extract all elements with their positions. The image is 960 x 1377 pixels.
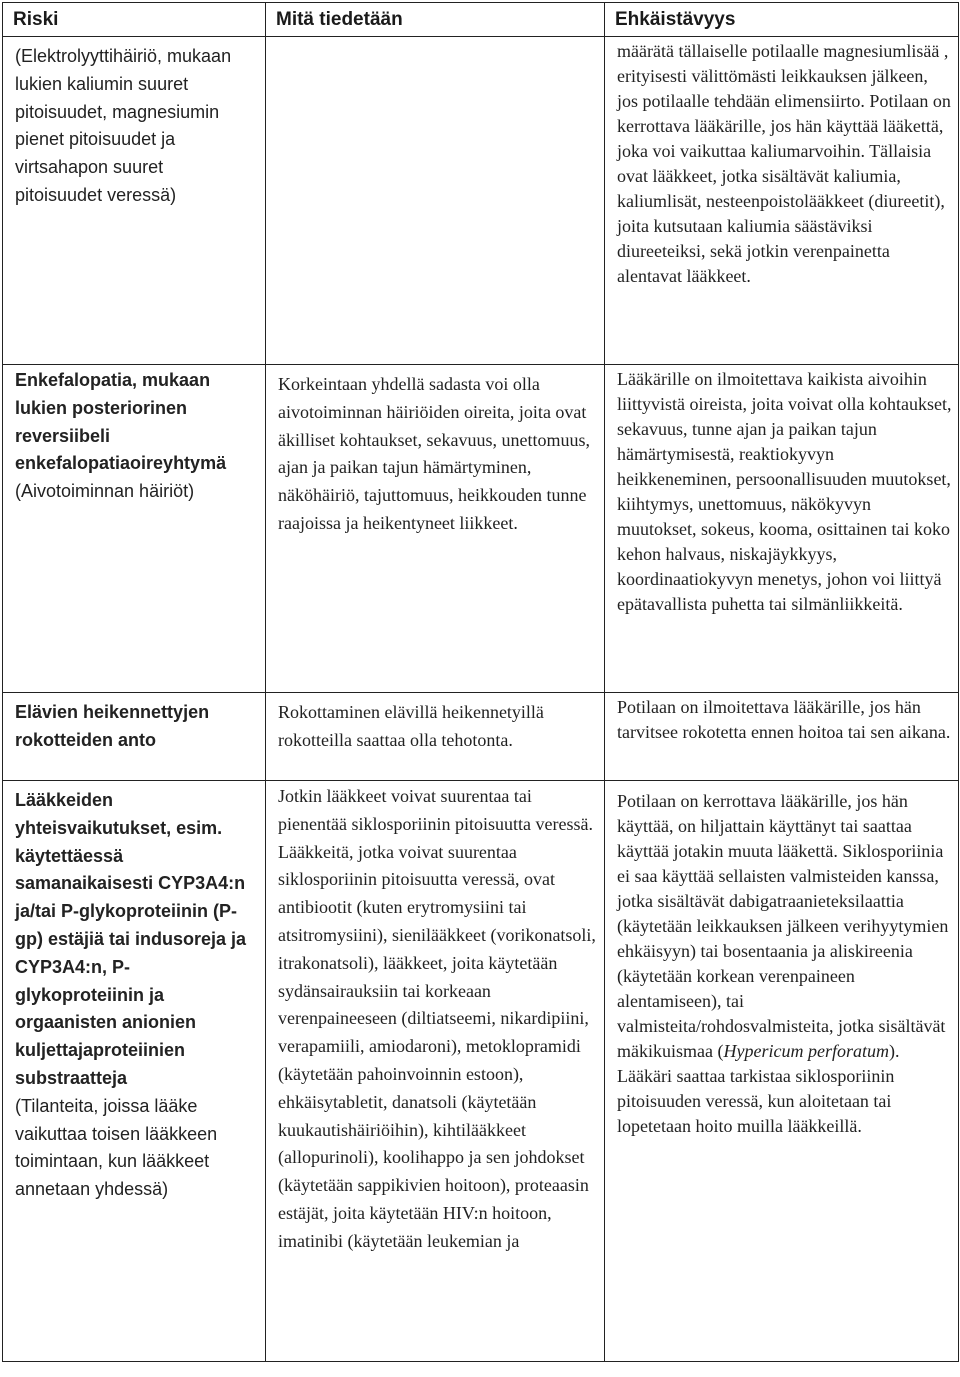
header-risk: Riski <box>3 3 266 37</box>
prevention-cell <box>605 693 959 781</box>
prevention-text: Lääkärille on ilmoitettava kaikista aivoihin liittyvistä oireista, joita voivat olla kohtaukset, sekavuus, tunne ajan ja paikan tajun hämärtymisestä, reaktiokyvyn heikkeneminen, persoonallisuuden muutokset, kiihtymys, unettomuus, näkökyvyn muutokset, sokeus, kooma, osittainen tai koko kehon halvaus, niskajäykkyys, koordinaatiokyvyn menetys, johon voi liittyä epätavallista puhetta tai silmänliikkeitä. <box>617 369 952 614</box>
prevention-cell <box>605 365 959 693</box>
table-row <box>3 37 959 365</box>
table-row <box>3 781 959 1362</box>
risk-title: Lääkkeiden yhteisvaikutukset, esim. käytettäessä samanaikaisesti CYP3A4:n ja/tai P-glykoproteiinin (P-gp) estäjiä tai indusoreja ja CYP3A4:n, P-glykoproteiinin ja orgaanisten anionien kuljettajaproteiinien substraatteja <box>15 790 247 1088</box>
risk-description: (Elektrolyyttihäiriö, mukaan lukien kaliumin suuret pitoisuudet, magnesiumin pienet pitoisuudet ja virtsahapon suuret pitoisuudet veressä) <box>15 46 232 205</box>
known-text: Jotkin lääkkeet voivat suurentaa tai pienentää siklosporiinin pitoisuutta veressä. Lääkkeitä, jotka voivat suurentaa siklosporiinin pitoisuutta veressä, ovat antibiootit (kuten erytromysiini tai atsitromysiini), sienilääkkeet (vorikonatsoli, itrakonatsoli), lääkkeet, joita käytetään sydänsairauksiin tai korkeaan verenpaineeseen (diltiatseemi, nikardipiini, verapamiili, amiodaroni), metoklopramidi (käytetään pahoinvoinnin estoon), ehkäisytabletit, danatsoli (käytetään kuukautishäiriöihin), kihtilääkkeet (allopurinoli), koolihappo ja sen johdokset (käytetään sappikivien hoitoon), proteaasin estäjät, joita käytetään HIV:n hoitoon, imatinibi (käytetään leukemian ja <box>278 786 596 1251</box>
table-row <box>3 693 959 781</box>
known-text: Korkeintaan yhdellä sadasta voi olla aivotoiminnan häiriöiden oireita, joita ovat äkilliset kohtaukset, sekavuus, unettomuus, ajan ja paikan tajun hämärtyminen, näköhäiriö, tajuttomuus, heikkouden tunne raajoissa ja heikentyneet liikkeet. <box>278 374 590 533</box>
table-header-row <box>3 3 959 37</box>
prevention-italic-text: Hypericum perforatum <box>723 1041 889 1061</box>
risk-cell <box>3 781 266 1362</box>
prevention-text: Potilaan on ilmoitettava lääkärille, jos hän tarvitsee rokotetta ennen hoitoa tai sen aikana. <box>617 697 951 742</box>
risk-cell <box>3 37 266 365</box>
risk-cell <box>3 365 266 693</box>
known-cell <box>266 37 605 365</box>
known-cell <box>266 365 605 693</box>
table-row <box>3 365 959 693</box>
risk-title: Elävien heikennettyjen rokotteiden anto <box>15 702 210 750</box>
header-known: Mitä tiedetään <box>266 3 605 37</box>
prevention-cell <box>605 37 959 365</box>
risk-description: (Aivotoiminnan häiriöt) <box>15 481 195 502</box>
risk-cell <box>3 693 266 781</box>
prevention-text: Potilaan on kerrottava lääkärille, jos hän käyttää, on hiljattain käyttänyt tai saattaa käyttää jotakin muuta lääkettä. Siklosporiinia ei saa käyttää sellaisten valmisteiden kanssa, jotka sisältävät dabigatraanieteksilaattia (käytetään leikkauksen jälkeen verihyytymien ehkäisyyn) tai bosentaania ja aliskireenia (käytetään korkean verenpaineen alentamiseen), tai valmisteita/rohdosvalmisteita, jotka sisältävät mäkikuismaa ( <box>617 791 949 1061</box>
prevention-text: määrätä tällaiselle potilaalle magnesiumlisää , erityisesti välittömästi leikkauksen jälkeen, jos potilaalle tehdään elimensiirto. Potilaan on kerrottava lääkärille, jos hän käyttää lääkettä, joka voi vaikuttaa kaliumarvoihin. Tällaisia ovat lääkkeet, jotka sisältävät kaliumia, kaliumlisät, nesteenpoistolääkkeet (diureetit), joita kutsutaan kaliumia säästäviksi diureeteiksi, sekä jotkin verenpainetta alentavat lääkkeet. <box>617 41 951 286</box>
risk-description: (Tilanteita, joissa lääke vaikuttaa toisen lääkkeen toimintaan, kun lääkkeet annetaan yhdessä) <box>15 1095 218 1200</box>
prevention-text-end: ). Lääkäri saattaa tarkistaa siklosporiinin pitoisuuden veressä, kun aloitetaan tai lopetetaan hoito muilla lääkkeillä. <box>617 1041 900 1136</box>
known-cell <box>266 693 605 781</box>
risk-table <box>2 2 959 1362</box>
prevention-cell <box>605 781 959 1362</box>
header-prevention: Ehkäistävyys <box>605 3 959 37</box>
known-text: Rokottaminen elävillä heikennetyillä rokotteilla saattaa olla tehotonta. <box>278 702 544 750</box>
risk-title: Enkefalopatia, mukaan lukien posteriorinen reversiibeli enkefalopatiaoireyhtymä <box>15 370 227 474</box>
known-cell <box>266 781 605 1362</box>
